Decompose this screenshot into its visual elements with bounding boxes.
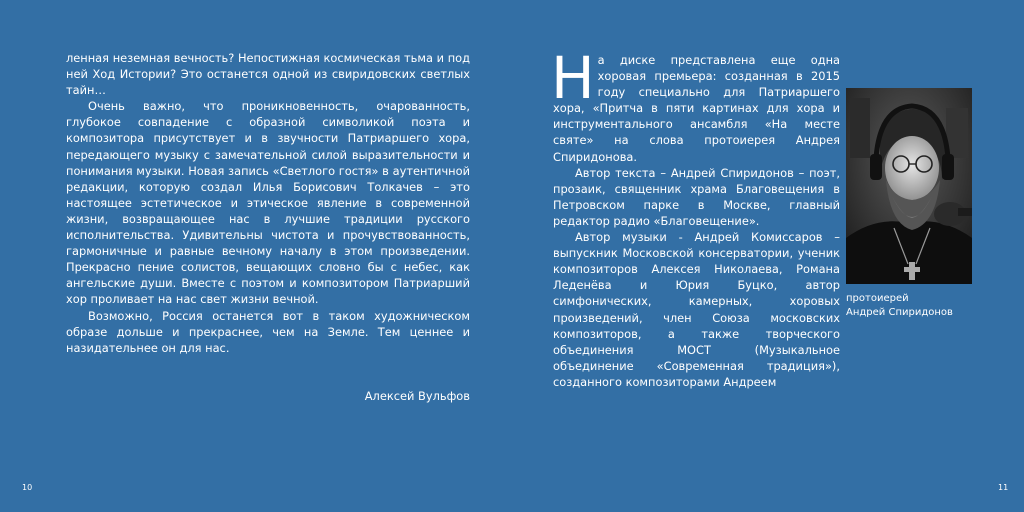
left-paragraph-3: Возможно, Россия останется вот в таком художническом образе дольше и прекраснее, чем на Земле. Тем ценнее и назидательнее он для нас.: [66, 308, 470, 355]
photo-caption: [846, 292, 1006, 320]
left-paragraph-2: Очень важно, что проникновенность, очарованность, глубокое совпадение с образной символикой поэта и композитора присутствует и в звучности Патриаршего хора, передающего музыку с замечательной силой выразительности и понимания музыки. Новая запись «Светлого гостя» в аутентичной редакции, которую создал Илья Борисович Толкачев – это настоящее эстетическое и этическое явление в современной жизни, возвращающее нас в лучшие традиции русского исполнительства. Удивительны чистота и прочувствованность, гармоничные и равные вечному началу в этом произведении. Прекрасно пение солистов, вещающих словно бы с небес, как ангельские души. Вместе с поэтом и композитором Патриарший хор проливает на нас свет жизни вечной.: [66, 99, 470, 307]
caption-line-1: протоиерей: [846, 293, 909, 304]
page-number-right: 11: [998, 483, 1009, 492]
portrait-photo: [846, 88, 972, 284]
right-paragraph-2: Автор текста – Андрей Спиридонов – поэт, прозаик, священник храма Благовещения в Петровском парке в Москве, главный редактор радио «Благовещение».: [553, 165, 840, 228]
right-paragraph-1-text: а диске представлена еще одна хоровая премьера: созданная в 2015 году специально для Патриаршего хора, «Притча в пяти картинах для хора и инструментального ансамбля «На месте святе» на слова протоиерея Андрея Спиридонова.: [553, 53, 840, 164]
drop-cap: Н: [551, 44, 595, 112]
left-text-column: [66, 50, 470, 356]
right-text-column: [551, 44, 840, 390]
right-page: [512, 0, 1024, 512]
caption-line-2: Андрей Спиридонов: [846, 307, 953, 318]
page-number-left: 10: [22, 483, 33, 492]
right-paragraph-3: Автор музыки - Андрей Комиссаров – выпускник Московской консерватории, ученик композиторов Алексея Николаева, Романа Леденёва и Юрия Буцко, автор симфонических, камерных, хоровых произведений, член Союза московских композиторов, а также творческого объединения МОСТ (Музыкальное объединение «Современная традиция»), созданного композиторами Андреем: [553, 230, 840, 389]
author-signature: Алексей Вульфов: [364, 389, 470, 403]
left-paragraph-1: ленная неземная вечность? Непостижная космическая тьма и под ней Ход Истории? Это останется одной из свиридовских светлых тайн…: [66, 51, 470, 98]
right-paragraph-1: [551, 44, 840, 165]
